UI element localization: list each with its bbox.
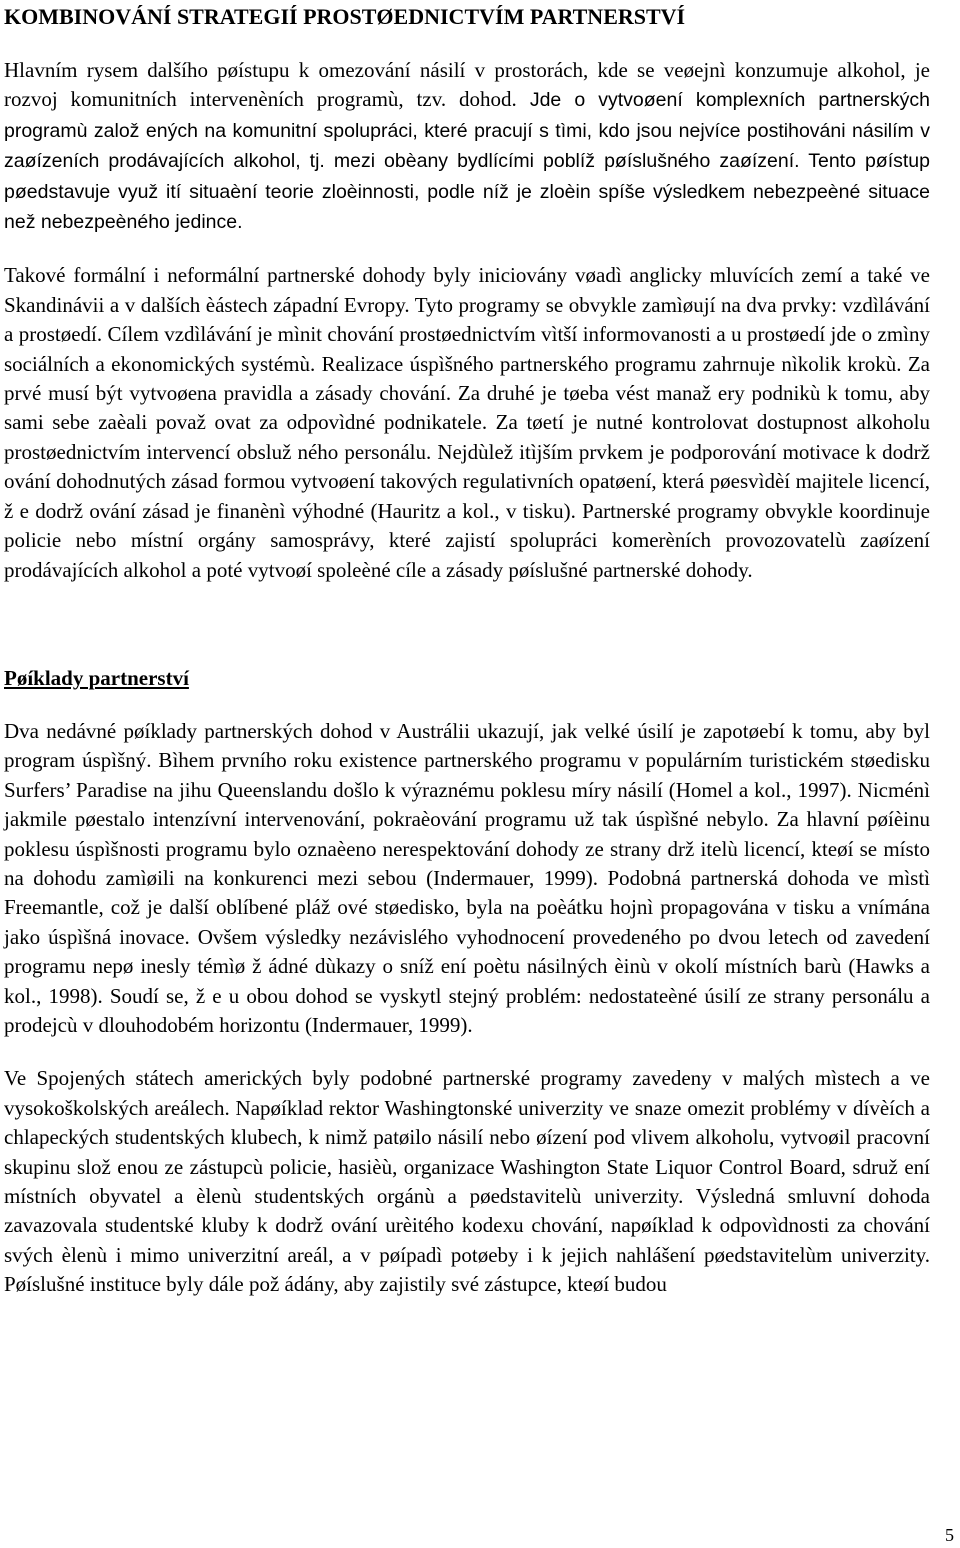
- document-page: [4, 2, 930, 1300]
- paragraph-spacer: [4, 1040, 930, 1064]
- page-number: 5: [945, 1525, 954, 1545]
- intro-paragraph: [4, 56, 930, 237]
- body-paragraph-4: Ve Spojených státech amerických byly podobné partnerské programy zavedeny v malých mìstech a ve vysokoškolských areálech. Napøíklad rektor Washingtonské univerzity ve snaze omezit problémy v dívèích a chlapeckých studentských klubech, k nimž patøilo násilí nebo øízení pod vlivem alkoholu, vytvoøil pracovní skupinu slož enou ze zástupcù policie, hasièù, organizace Washington State Liquor Control Board, sdruž ení místních obyvatel a èlenù studentských orgánù a pøedstavitelù univerzity. Výsledná smluvní dohoda zavazovala studentské kluby k dodrž ování urèitého kodexu chování, napøíklad k odpovìdnosti za chování svých èlenù i mimo univerzitní areál, a v pøípadì potøeby i k jejich nahlášení pøedstavitelùm univerzity. Pøíslušné instituce byly dále pož ádány, aby zajistily své zástupce, kteøí budou: [4, 1066, 930, 1297]
- section-heading: Pøíklady partnerství: [4, 665, 189, 690]
- intro-paragraph-part2: Jde o vytvoøení komplexních partnerských programù založ ených na komunitní spolupráci, které pracují s tìmi, kdo jsou nejvíce postihováni násilím v zaøízeních prodávajících alkohol, tj. mezi obèany bydlícími poblíž pøíslušného zaøízení. Tento pøístup pøedstavuje využ ití situaèní teorie zloèinnosti, podle níž je zloèin spíše výsledkem nebezpeèné situace než nebezpeèného jedince.: [4, 89, 930, 234]
- document-title: KOMBINOVÁNÍ STRATEGIÍ PROSTØEDNICTVÍM PARTNERSTVÍ: [4, 4, 686, 29]
- intro-paragraph-part1: Hlavním rysem dalšího pøístupu k omezování násilí v prostorách, kde se veøejnì konzumuje alkohol, je rozvoj komunitních intervenèních programù, tzv. dohod.: [4, 58, 930, 112]
- body-paragraph-3: Dva nedávné pøíklady partnerských dohod v Austrálii ukazují, jak velké úsilí je zapotøebí k tomu, aby byl program úspìšný. Bìhem prvního roku existence partnerského programu v populárním turistickém støedisku Surfers’ Paradise na jihu Queenslandu došlo k výraznému poklesu míry násilí (Homel a kol., 1997). Nicménì jakmile pøestalo intenzívní intervenování, pokraèování programu už tak úspìšné nebylo. Za hlavní pøíèinu poklesu úspìšnosti programu bylo oznaèeno nerespektování dohody ze strany drž itelù licencí, kteøí se místo na dohodu zamìøili na konkurenci mezi sebou (Indermauer, 1999). Podobná partnerská dohoda ve mìstì Freemantle, což je další oblíbené pláž ové støedisko, byla na poèátku hojnì propagována v tisku a vnímána jako úspìšná inovace. Ovšem výsledky nezávislého vyhodnocení provedeného po dvou letech od zavedení programu nepø inesly témìø ž ádné dùkazy o sníž ení poètu násilných èinù v okolí místních barù (Hawks a kol., 1998). Soudí se, ž e u obou dohod se vyskytl stejný problém: nedostateèné úsilí ze strany personálu a prodejcù v dlouhodobém horizontu (Indermauer, 1999).: [4, 718, 930, 1037]
- body-paragraph-2: Takové formální i neformální partnerské dohody byly iniciovány vøadì anglicky mluvících zemí a také ve Skandinávii a v dalších èástech západní Evropy. Tyto programy se obvykle zamìøují na dva prvky: vzdìlávání a prostøedí. Cílem vzdìlávání je mìnit chování prostøednictvím vìtší informovanosti a u prostøedí jde o zmìny sociálních a ekonomických systémù. Realizace úspìšného partnerského programu zahrnuje nìkolik krokù. Za prvé musí být vytvoøena pravidla a zásady chování. Za druhé je tøeba vést manaž ery podnikù k tomu, aby sami sebe zaèali považ ovat za odpovìdné podnikatele. Za tøetí je nutné kontrolovat dostupnost alkoholu prostøednictvím intervencí obsluž ného personálu. Nejdùlež itìjším prvkem je podporování motivace k dodrž ování dohodnutých zásad formou vytvoøení takových regulativních opatøení, která pøesvìdèí majitele licencí, ž e dodrž ování zásad je finanènì výhodné (Hauritz a kol., v tisku). Partnerské programy obvykle koordinuje policie nebo místní orgány samosprávy, které zajistí spolupráci komerèních provozovatelù zaøízení prodávajících alkohol a poté vytvoøí spoleèné cíle a zásady pøíslušné partnerské dohody.: [4, 263, 930, 582]
- paragraph-spacer: [4, 237, 930, 261]
- section-spacer: [4, 585, 930, 663]
